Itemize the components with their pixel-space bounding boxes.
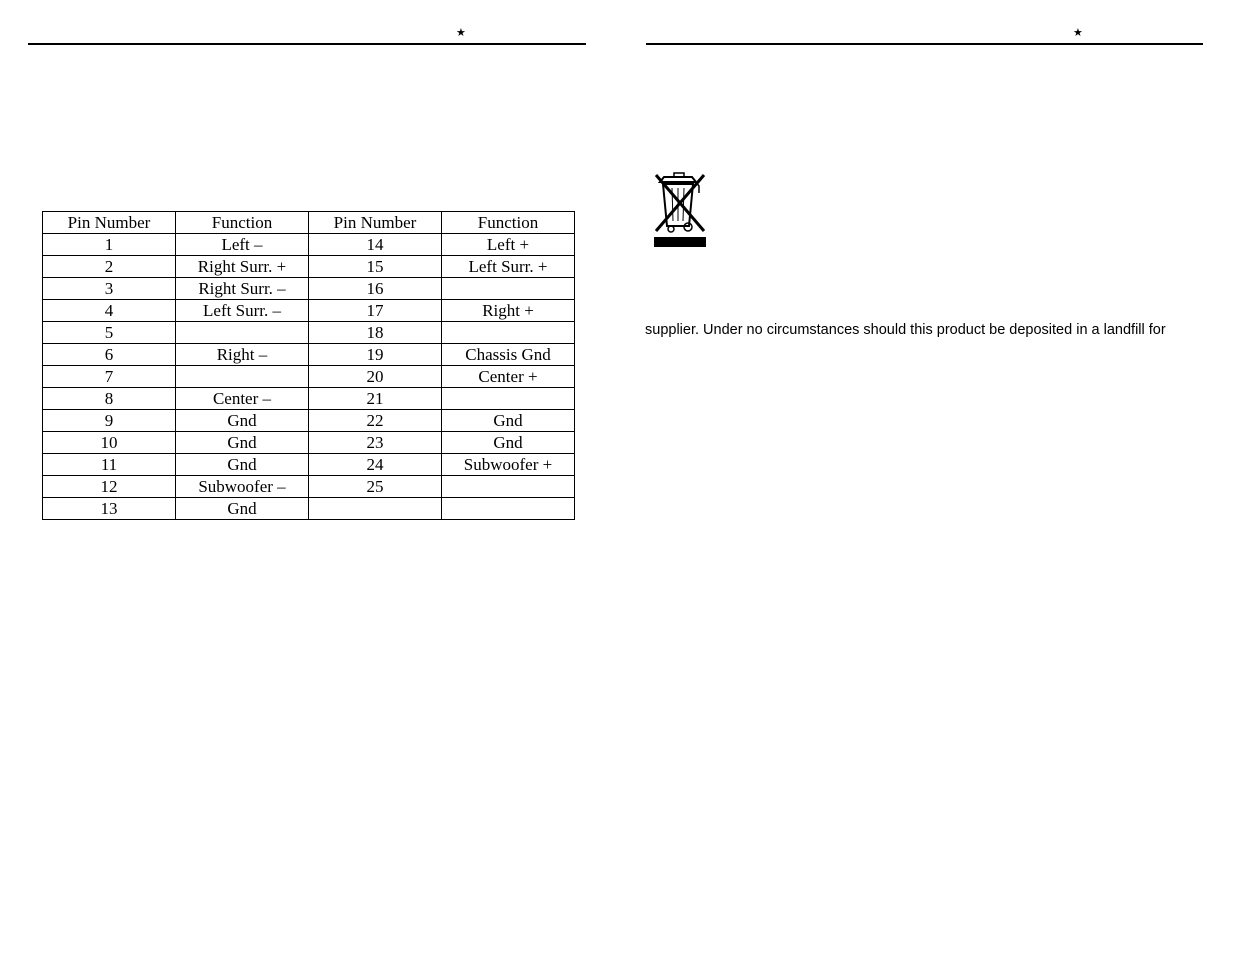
- pin-number-cell: 19: [309, 344, 442, 366]
- function-cell: Left +: [442, 234, 575, 256]
- right-page: [617, 0, 1235, 954]
- pin-number-cell: 10: [43, 432, 176, 454]
- column-header: Function: [442, 212, 575, 234]
- pin-number-cell: 3: [43, 278, 176, 300]
- pin-number-cell: 5: [43, 322, 176, 344]
- crossed-out-wheelie-bin-icon: [652, 171, 708, 249]
- table-row: [43, 234, 575, 256]
- pin-number-cell: 6: [43, 344, 176, 366]
- header-rule: [646, 43, 1203, 45]
- function-cell: Left Surr. –: [176, 300, 309, 322]
- table-row: [43, 322, 575, 344]
- column-header: Pin Number: [309, 212, 442, 234]
- function-cell: Subwoofer +: [442, 454, 575, 476]
- header-rule: [28, 43, 586, 45]
- function-cell: [442, 498, 575, 520]
- function-cell: [442, 278, 575, 300]
- function-cell: Center +: [442, 366, 575, 388]
- pin-number-cell: 22: [309, 410, 442, 432]
- pin-number-cell: 16: [309, 278, 442, 300]
- function-cell: [442, 476, 575, 498]
- function-cell: [442, 388, 575, 410]
- column-header: Pin Number: [43, 212, 176, 234]
- pin-number-cell: 17: [309, 300, 442, 322]
- pin-number-cell: 8: [43, 388, 176, 410]
- table-header-row: [43, 212, 575, 234]
- pin-number-cell: 21: [309, 388, 442, 410]
- function-cell: Subwoofer –: [176, 476, 309, 498]
- function-cell: Gnd: [442, 432, 575, 454]
- function-cell: Gnd: [442, 410, 575, 432]
- function-cell: Gnd: [176, 432, 309, 454]
- function-cell: Center –: [176, 388, 309, 410]
- function-cell: Right Surr. –: [176, 278, 309, 300]
- pin-number-cell: 11: [43, 454, 176, 476]
- pin-number-cell: 20: [309, 366, 442, 388]
- function-cell: Gnd: [176, 410, 309, 432]
- pin-number-cell: 2: [43, 256, 176, 278]
- function-cell: Gnd: [176, 498, 309, 520]
- pin-number-cell: 13: [43, 498, 176, 520]
- pin-number-cell: 18: [309, 322, 442, 344]
- function-cell: Right –: [176, 344, 309, 366]
- pin-number-cell: 15: [309, 256, 442, 278]
- pin-number-cell: 4: [43, 300, 176, 322]
- pin-number-cell: 25: [309, 476, 442, 498]
- pin-number-cell: 24: [309, 454, 442, 476]
- column-header: Function: [176, 212, 309, 234]
- pin-number-cell: 7: [43, 366, 176, 388]
- disposal-text: supplier. Under no circumstances should this product be deposited in a landfill for: [645, 322, 1166, 338]
- function-cell: [176, 366, 309, 388]
- table-row: [43, 454, 575, 476]
- table-row: [43, 476, 575, 498]
- function-cell: Gnd: [176, 454, 309, 476]
- pin-assignment-table: [42, 211, 575, 520]
- left-page: [0, 0, 617, 954]
- header-star-icon: ★: [1073, 26, 1083, 39]
- pin-number-cell: 1: [43, 234, 176, 256]
- function-cell: Left Surr. +: [442, 256, 575, 278]
- table-row: [43, 300, 575, 322]
- pin-number-cell: 9: [43, 410, 176, 432]
- table-row: [43, 278, 575, 300]
- table-row: [43, 366, 575, 388]
- table-row: [43, 256, 575, 278]
- table-row: [43, 498, 575, 520]
- function-cell: Left –: [176, 234, 309, 256]
- table-row: [43, 344, 575, 366]
- pin-number-cell: [309, 498, 442, 520]
- function-cell: Right +: [442, 300, 575, 322]
- pin-number-cell: 12: [43, 476, 176, 498]
- table-row: [43, 410, 575, 432]
- function-cell: Right Surr. +: [176, 256, 309, 278]
- function-cell: Chassis Gnd: [442, 344, 575, 366]
- function-cell: [442, 322, 575, 344]
- header-star-icon: ★: [456, 26, 466, 39]
- pin-number-cell: 14: [309, 234, 442, 256]
- function-cell: [176, 322, 309, 344]
- table-row: [43, 432, 575, 454]
- pin-number-cell: 23: [309, 432, 442, 454]
- table-row: [43, 388, 575, 410]
